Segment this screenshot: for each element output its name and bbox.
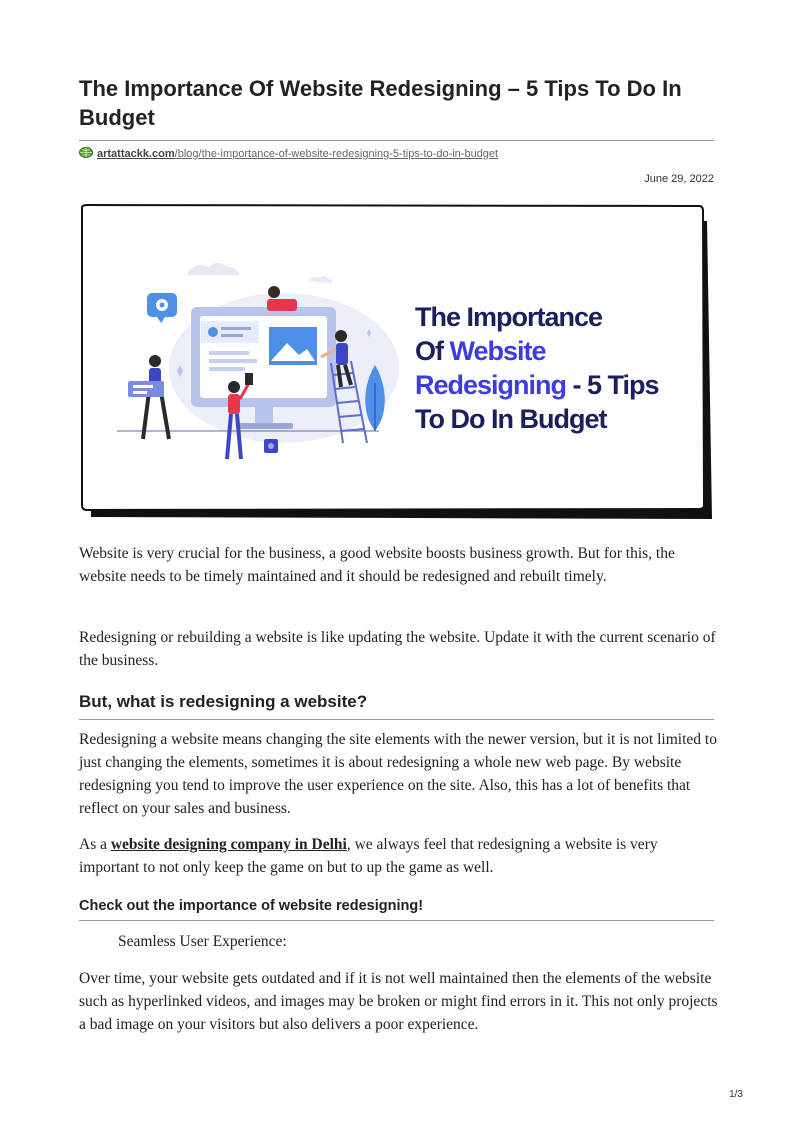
subsection-divider	[79, 920, 714, 921]
paragraph-definition: Redesigning a website means changing the site elements with the newer version, but it is not limited to just changing the elements, sometimes it is about redesigning a whole new web page. By website redesigning you tend to improve the user experience on the site. Also, this has a lot of benefits that reflect on your sales and business.	[79, 731, 717, 817]
list-item-seamless: Seamless User Experience:	[118, 933, 287, 950]
section-divider	[79, 719, 714, 720]
company-link[interactable]: website designing company in Delhi	[110, 836, 347, 853]
hero-image	[79, 203, 714, 521]
paragraph-outdated: Over time, your website gets outdated and if it is not well maintained then the elements of the website such as hyperlinked videos, and images may be broken or might find errors in it. This not only projects a bad image on your visitors but also delivers a poor experience.	[79, 970, 718, 1033]
subsection-heading: Check out the importance of website redesigning!	[79, 898, 424, 914]
title-divider	[79, 140, 714, 141]
page-number: 1/3	[729, 1089, 743, 1100]
hero-text-line1: The Importance	[415, 302, 603, 332]
paragraph-company: As a website designing company in Delhi, we always feel that redesigning a website is very important to not only keep the game on but to up the game as well.	[79, 836, 658, 876]
page-title: The Importance Of Website Redesigning – 5 Tips To Do In Budget	[79, 76, 682, 130]
publish-date: June 29, 2022	[644, 173, 714, 185]
hero-text-line4: To Do In Budget	[415, 404, 607, 434]
section-heading: But, what is redesigning a website?	[79, 692, 368, 711]
hero-text-line2b: Website	[449, 336, 546, 366]
paragraph-intro: Website is very crucial for the business, a good website boosts business growth. But for this, the website needs to be timely maintained and it should be redesigned and rebuilt timely.	[79, 545, 675, 585]
source-site-link[interactable]: artattackk.com	[97, 148, 175, 160]
hero-text-line3a: Redesigning	[415, 370, 567, 400]
source-path-link[interactable]: /blog/the-importance-of-website-redesigning-5-tips-to-do-in-budget	[174, 148, 499, 160]
source-line	[79, 147, 498, 161]
hero-text-line2a: Of	[415, 336, 450, 366]
hero-text-line3b: - 5 Tips	[566, 370, 659, 400]
globe-icon	[79, 147, 93, 161]
paragraph-rebuilding: Redesigning or rebuilding a website is like updating the website. Update it with the current scenario of the business.	[79, 629, 716, 669]
